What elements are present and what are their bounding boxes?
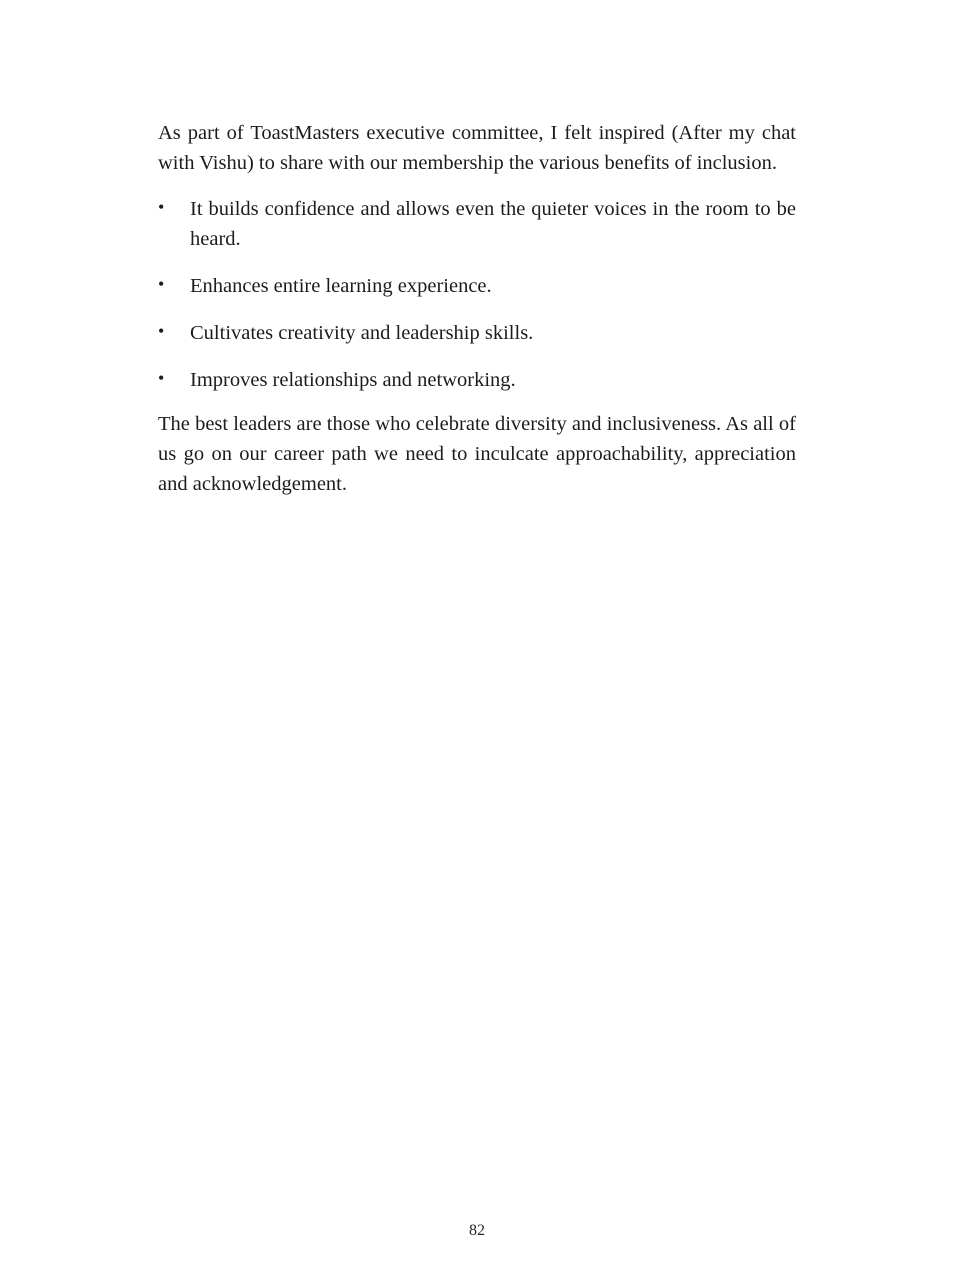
list-item-text: Cultivates creativity and leadership skills. [190, 322, 534, 344]
page-number: 82 [469, 1222, 485, 1239]
page-content [158, 118, 796, 499]
bullet-icon: • [158, 368, 165, 388]
bullet-icon: • [158, 321, 165, 341]
benefits-list [158, 194, 796, 395]
closing-paragraph: The best leaders are those who celebrate diversity and inclusiveness. As all of us go on our career path we need to inculcate approachability, appreciation and acknowledgement. [158, 413, 796, 495]
list-item [158, 318, 796, 348]
bullet-icon: • [158, 274, 165, 294]
bullet-icon: • [158, 197, 165, 217]
list-item-text: It builds confidence and allows even the quieter voices in the room to be heard. [190, 198, 796, 250]
list-item [158, 271, 796, 301]
list-item-text: Improves relationships and networking. [190, 369, 516, 391]
list-item [158, 194, 796, 254]
list-item-text: Enhances entire learning experience. [190, 275, 492, 297]
intro-paragraph: As part of ToastMasters executive committee, I felt inspired (After my chat with Vishu) to share with our membership the various benefits of inclusion. [158, 122, 796, 174]
list-item [158, 365, 796, 395]
